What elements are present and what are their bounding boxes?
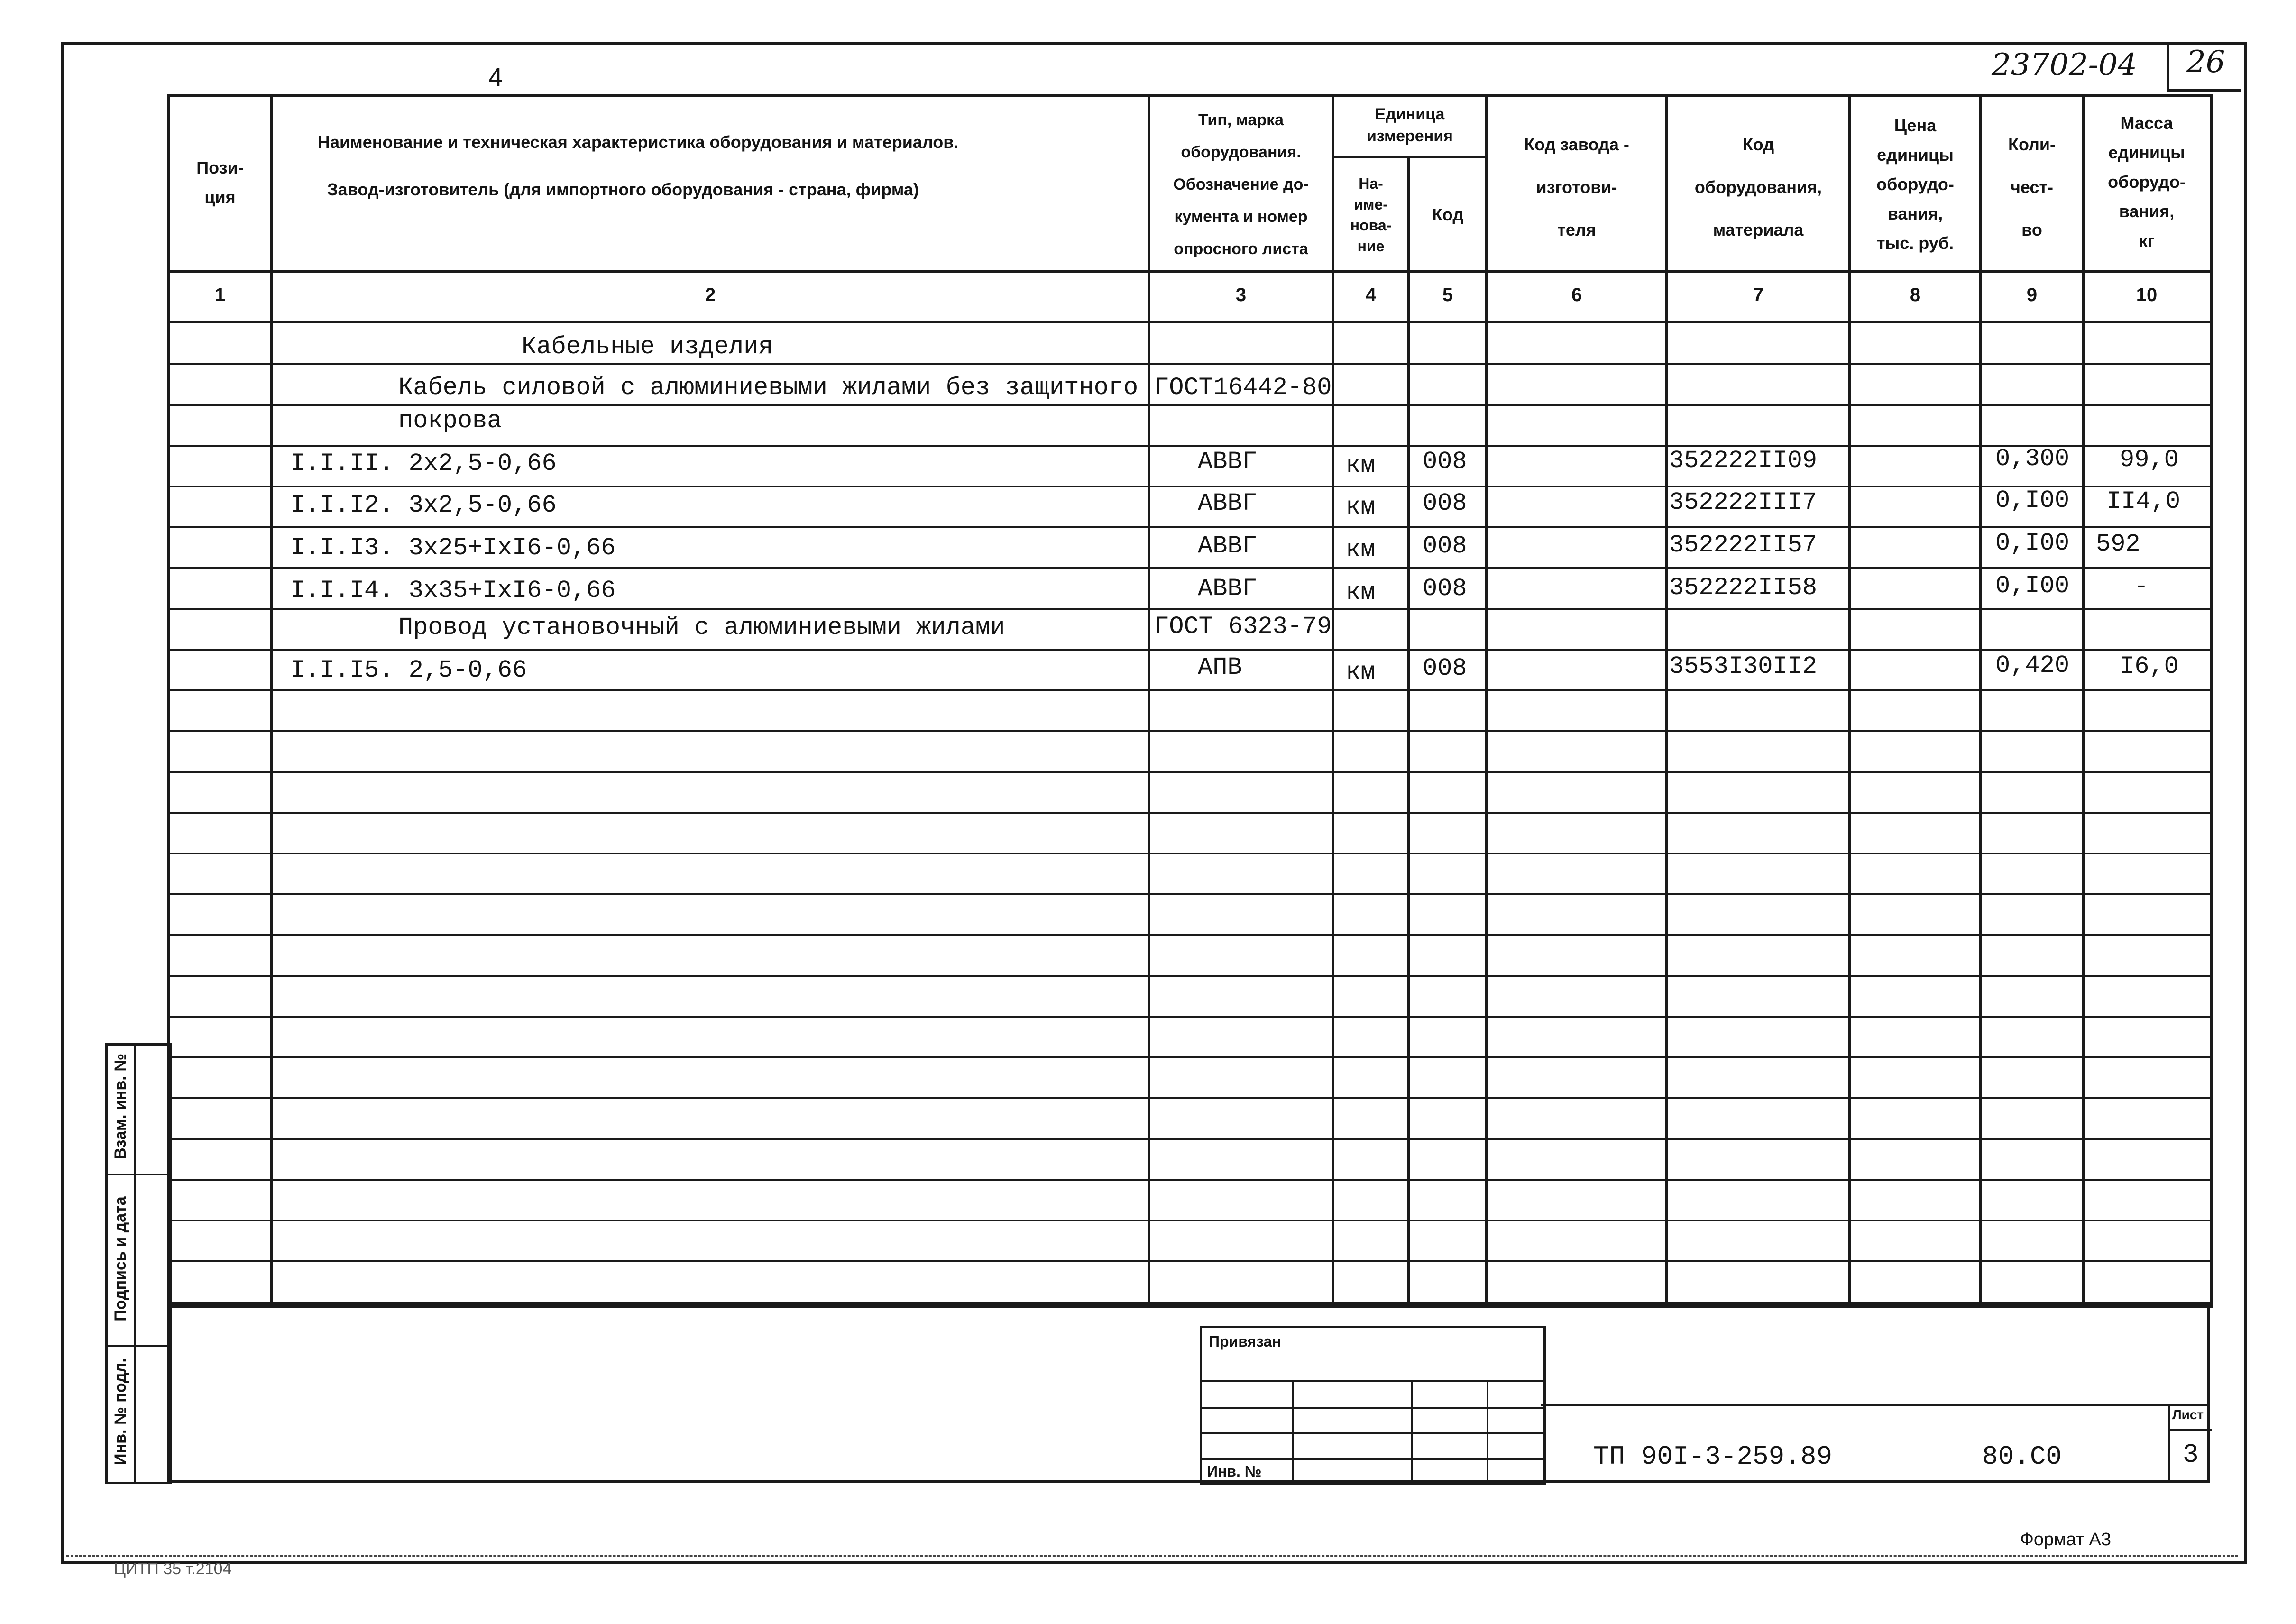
header-col-7-line: оборудования, <box>1694 177 1822 197</box>
row-unit-code: 008 <box>1423 575 1467 603</box>
column-number: 2 <box>705 284 716 305</box>
archive-number: 23702-04 <box>1992 47 2137 83</box>
header-col-10-line: Масса <box>2120 113 2173 133</box>
row-qty: 0,300 <box>1995 445 2070 473</box>
attached-col <box>1487 1380 1488 1483</box>
col-line-6 <box>1665 94 1668 1304</box>
table-bottom-line <box>167 1302 2210 1305</box>
attached-block <box>1200 1326 1546 1485</box>
column-number: 8 <box>1910 284 1921 305</box>
row-doc: АВВГ <box>1198 448 1257 476</box>
header-col-3-line: Обозначение до- <box>1173 175 1309 193</box>
row-qty: 0,I00 <box>1995 529 2070 557</box>
col-line-7 <box>1848 94 1851 1304</box>
header-col-6 <box>1488 109 1665 266</box>
row-equipment-code: 352222II57 <box>1669 531 1818 559</box>
row-equipment-code: 352222II58 <box>1669 574 1818 602</box>
header-col-8-line: Цена <box>1894 116 1937 135</box>
row-unit: км <box>1346 658 1376 686</box>
header-col-8-line: оборудо- <box>1876 174 1954 194</box>
row-name: Кабель силовой с алюминиевыми жилами без защитного <box>398 374 1139 402</box>
row-line <box>167 893 2210 895</box>
header-col-1-line: Пози- <box>196 158 244 177</box>
col-line-2 <box>1148 94 1150 1304</box>
row-mass: 99,0 <box>2120 446 2179 474</box>
header-col-3-line: опросного листа <box>1174 240 1308 258</box>
row-line <box>167 689 2210 691</box>
attached-label: Привязан <box>1209 1333 1281 1350</box>
row-doc: АВВГ <box>1198 575 1257 603</box>
header-col-3-line: оборудования. <box>1181 143 1301 161</box>
header-col-3 <box>1150 101 1332 267</box>
row-equipment-code: 352222II09 <box>1669 447 1818 475</box>
row-line <box>167 1179 2210 1181</box>
sheet-number-box <box>2168 1404 2212 1480</box>
header-col-7 <box>1668 109 1848 266</box>
header-col-5-line: Код <box>1432 205 1464 224</box>
row-line <box>167 975 2210 977</box>
swap-inventory-label: Взам. инв. № <box>111 1053 129 1159</box>
row-name: I.I.II. 2х2,5-0,66 <box>290 450 557 477</box>
header-col-9-line: чест- <box>2010 177 2054 197</box>
header-col-4-line: нова- <box>1350 217 1392 234</box>
col-line-5 <box>1485 94 1488 1304</box>
header-col-7-line: материала <box>1713 220 1804 239</box>
row-name: Провод установочный с алюминиевыми жилами <box>398 614 1005 642</box>
colnum-separator <box>167 321 2210 323</box>
row-line <box>167 1260 2210 1262</box>
row-line <box>167 363 2210 365</box>
row-unit: км <box>1346 451 1376 479</box>
header-col-4-line: ние <box>1357 238 1385 255</box>
row-line <box>167 526 2210 528</box>
row-unit-code: 008 <box>1423 532 1467 560</box>
bottom-area-base <box>167 1480 2210 1483</box>
row-line <box>167 445 2210 447</box>
original-inventory-label: Инв. № подл. <box>111 1358 129 1465</box>
header-col-5 <box>1410 159 1485 270</box>
row-mass: 592 <box>2096 530 2140 558</box>
header-col-10-line: кг <box>2139 231 2155 250</box>
row-line <box>167 404 2210 406</box>
row-equipment-code: 3553I30II2 <box>1669 652 1818 680</box>
header-col-3-line: Тип, марка <box>1198 111 1284 129</box>
side-stamp-line <box>108 1174 169 1175</box>
row-line <box>167 608 2210 610</box>
attached-line <box>1202 1380 1543 1382</box>
row-qty: 0,I00 <box>1995 486 2070 514</box>
row-name: Кабельные изделия <box>522 333 773 361</box>
header-col-8-line: единицы <box>1877 145 1954 165</box>
row-mass: - <box>2134 573 2149 601</box>
row-line <box>167 486 2210 487</box>
header-col-9-line: Коли- <box>2008 135 2056 154</box>
header-col-9-line: во <box>2021 220 2042 239</box>
row-unit-code: 008 <box>1423 654 1467 682</box>
row-equipment-code: 352222III7 <box>1669 488 1818 516</box>
header-col-6-line: теля <box>1557 220 1596 239</box>
row-unit: км <box>1346 493 1376 521</box>
attached-col <box>1411 1380 1413 1483</box>
top-page-number: 4 <box>488 63 503 92</box>
header-col-8 <box>1851 101 1979 267</box>
row-name: I.I.I3. 3х25+IхI6-0,66 <box>290 534 616 562</box>
column-number: 6 <box>1571 284 1582 305</box>
row-doc: АВВГ <box>1198 532 1257 560</box>
column-number: 9 <box>2026 284 2038 305</box>
col-line-8 <box>1979 94 1982 1304</box>
column-number: 4 <box>1365 284 1377 305</box>
row-name: покрова <box>398 407 502 435</box>
header-col-3-line: кумента и номер <box>1174 208 1308 226</box>
row-mass: I6,0 <box>2120 652 2179 680</box>
col-line-1 <box>270 94 273 1304</box>
row-line <box>167 567 2210 569</box>
row-unit-code: 008 <box>1423 489 1467 517</box>
footer-code: ЦИТП 35 т.2104 <box>114 1560 232 1578</box>
footer-dash-line <box>66 1555 2238 1557</box>
col-line-9 <box>2082 94 2085 1304</box>
attached-line <box>1202 1432 1543 1434</box>
header-col-1-line: ция <box>204 187 236 207</box>
header-col-1 <box>170 95 270 270</box>
row-line <box>167 649 2210 651</box>
row-line <box>167 730 2210 732</box>
row-qty: 0,I00 <box>1995 572 2070 600</box>
section-code: 80.С0 <box>1982 1441 2062 1472</box>
row-mass: II4,0 <box>2106 487 2181 515</box>
signature-date-label: Подпись и дата <box>111 1196 129 1321</box>
row-line <box>167 1016 2210 1018</box>
header-unit-group-line: измерения <box>1367 127 1453 145</box>
header-separator <box>167 270 2210 273</box>
column-number: 10 <box>2136 284 2158 305</box>
row-name: I.I.I2. 3х2,5-0,66 <box>290 491 557 519</box>
row-line <box>167 853 2210 854</box>
row-line <box>167 1097 2210 1099</box>
column-number: 3 <box>1235 284 1247 305</box>
header-unit-group <box>1334 97 1485 154</box>
row-name: I.I.I4. 3х35+IхI6-0,66 <box>290 577 616 605</box>
row-line <box>167 1220 2210 1221</box>
row-doc: ГОСТ 6323-79 <box>1154 613 1332 641</box>
row-doc: АВВГ <box>1198 489 1257 517</box>
header-col-10 <box>2085 97 2209 267</box>
side-stamp-divider <box>134 1046 136 1482</box>
row-qty: 0,420 <box>1995 651 2070 679</box>
row-name: I.I.I5. 2,5-0,66 <box>290 656 527 684</box>
row-doc: АПВ <box>1198 653 1242 681</box>
corner-sheet-box <box>2167 42 2241 92</box>
header-unit-group-line: Единица <box>1375 105 1445 123</box>
header-col-6-line: изготови- <box>1536 177 1617 197</box>
header-col-7-line: Код <box>1742 135 1774 154</box>
header-col-4-line: име- <box>1354 196 1388 213</box>
corner-sheet-number: 26 <box>2186 45 2225 80</box>
header-col-4 <box>1334 159 1407 270</box>
row-doc: ГОСТ16442-80 <box>1154 374 1332 402</box>
header-col-4-line: На- <box>1359 175 1383 192</box>
attached-line <box>1202 1407 1543 1409</box>
sheet-label: Лист <box>2172 1407 2204 1422</box>
doc-code-top <box>1541 1404 2207 1406</box>
row-line <box>167 812 2210 814</box>
header-col-2 <box>285 119 1138 213</box>
format-label: Формат А3 <box>2020 1530 2112 1550</box>
spec-table <box>167 94 2213 1308</box>
column-number: 1 <box>214 284 226 305</box>
attached-col <box>1292 1380 1294 1483</box>
side-stamp <box>105 1043 172 1484</box>
attached-line <box>1202 1458 1543 1460</box>
header-col-2-line: Завод-изготовитель (для импортного оборудования - страна, фирма) <box>327 180 919 199</box>
header-col-6-line: Код завода - <box>1524 135 1629 154</box>
row-line <box>167 1138 2210 1140</box>
row-unit: км <box>1346 536 1376 564</box>
row-unit-code: 008 <box>1423 448 1467 476</box>
column-number: 5 <box>1442 284 1453 305</box>
header-col-9 <box>1982 109 2082 266</box>
header-col-10-line: единицы <box>2108 143 2185 162</box>
row-line <box>167 771 2210 773</box>
row-unit: км <box>1346 578 1376 606</box>
header-col-10-line: вания, <box>2119 202 2175 221</box>
sheet-box-line <box>2170 1429 2212 1431</box>
col-line-3 <box>1332 94 1334 1304</box>
document-code: ТП 90I-3-259.89 <box>1593 1441 1833 1472</box>
header-col-2-line: Наименование и техническая характеристика оборудования и материалов. <box>318 132 959 152</box>
row-line <box>167 1056 2210 1058</box>
unit-group-separator <box>1332 156 1485 158</box>
header-col-8-line: тыс. руб. <box>1876 233 1954 253</box>
inventory-label: Инв. № <box>1207 1463 1262 1480</box>
sheet-number: 3 <box>2183 1440 2199 1470</box>
column-number: 7 <box>1753 284 1764 305</box>
header-col-10-line: оборудо- <box>2108 172 2186 192</box>
row-line <box>167 934 2210 936</box>
header-col-8-line: вания, <box>1887 204 1943 223</box>
